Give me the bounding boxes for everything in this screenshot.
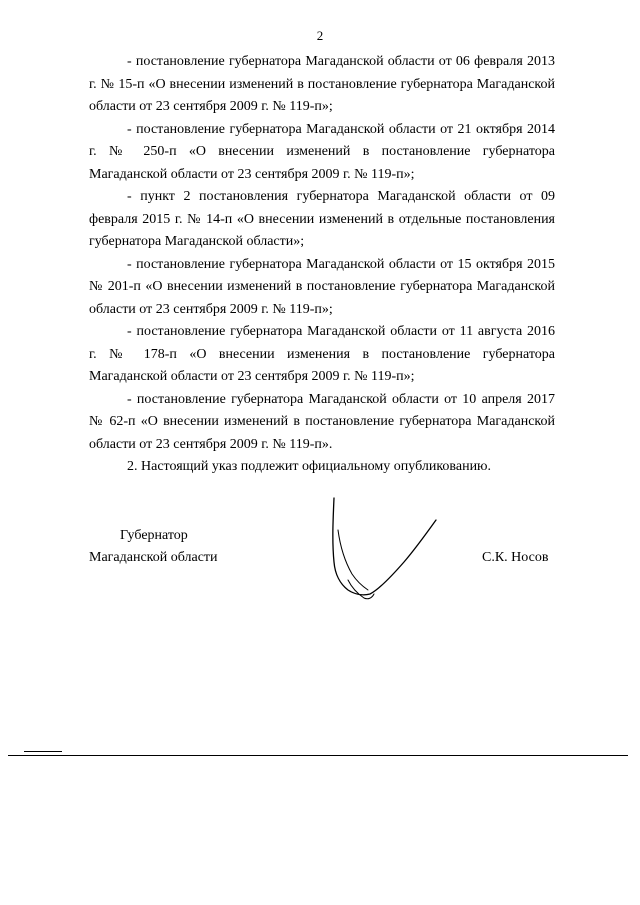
footer-short-rule bbox=[24, 751, 62, 752]
paragraph-item-6: - постановление губернатора Магаданской области от 10 апреля 2017 № 62-п «О внесении изменений в постановление губернатора Магаданской области от 23 сентября 2009 г. № 119-п». bbox=[89, 391, 555, 452]
signatory-name: С.К. Носов bbox=[482, 550, 549, 565]
footer-rule bbox=[8, 755, 628, 756]
paragraph-item-2: - постановление губернатора Магаданской области от 21 октября 2014 г. № 250-п «О внесении изменений в постановление губернатора Магаданской области от 23 сентября 2009 г. № 119-п»; bbox=[89, 121, 555, 182]
paragraph-item-4: - постановление губернатора Магаданской области от 15 октября 2015 № 201-п «О внесении изменений в постановление губернатора Магаданской области от 23 сентября 2009 г. № 119-п»; bbox=[89, 256, 555, 317]
paragraph-item-3: - пункт 2 постановления губернатора Магаданской области от 09 февраля 2015 г. № 14-п «О внесении изменений в отдельные постановления губернатора Магаданской области»; bbox=[89, 189, 555, 249]
paragraph-item-5: - постановление губернатора Магаданской области от 11 августа 2016 г. № 178-п «О внесении изменения в постановление губернатора Магаданской области от 23 сентября 2009 г. № 119-п»; bbox=[89, 324, 555, 384]
paragraph-item-1: - постановление губернатора Магаданской области от 06 февраля 2013 г. № 15-п «О внесении изменений в постановление губернатора Магаданской области от 23 сентября 2009 г. № 119-п»; bbox=[89, 54, 555, 114]
signatory-title bbox=[89, 525, 218, 569]
page-number: 2 bbox=[316, 28, 324, 43]
signatory-title-line-2: Магаданской области bbox=[89, 550, 218, 565]
document-body bbox=[89, 51, 555, 479]
paragraph-publication-clause: 2. Настоящий указ подлежит официальному опубликованию. bbox=[127, 459, 492, 474]
signatory-title-line-1: Губернатор bbox=[120, 528, 188, 543]
handwritten-signature bbox=[318, 490, 448, 605]
